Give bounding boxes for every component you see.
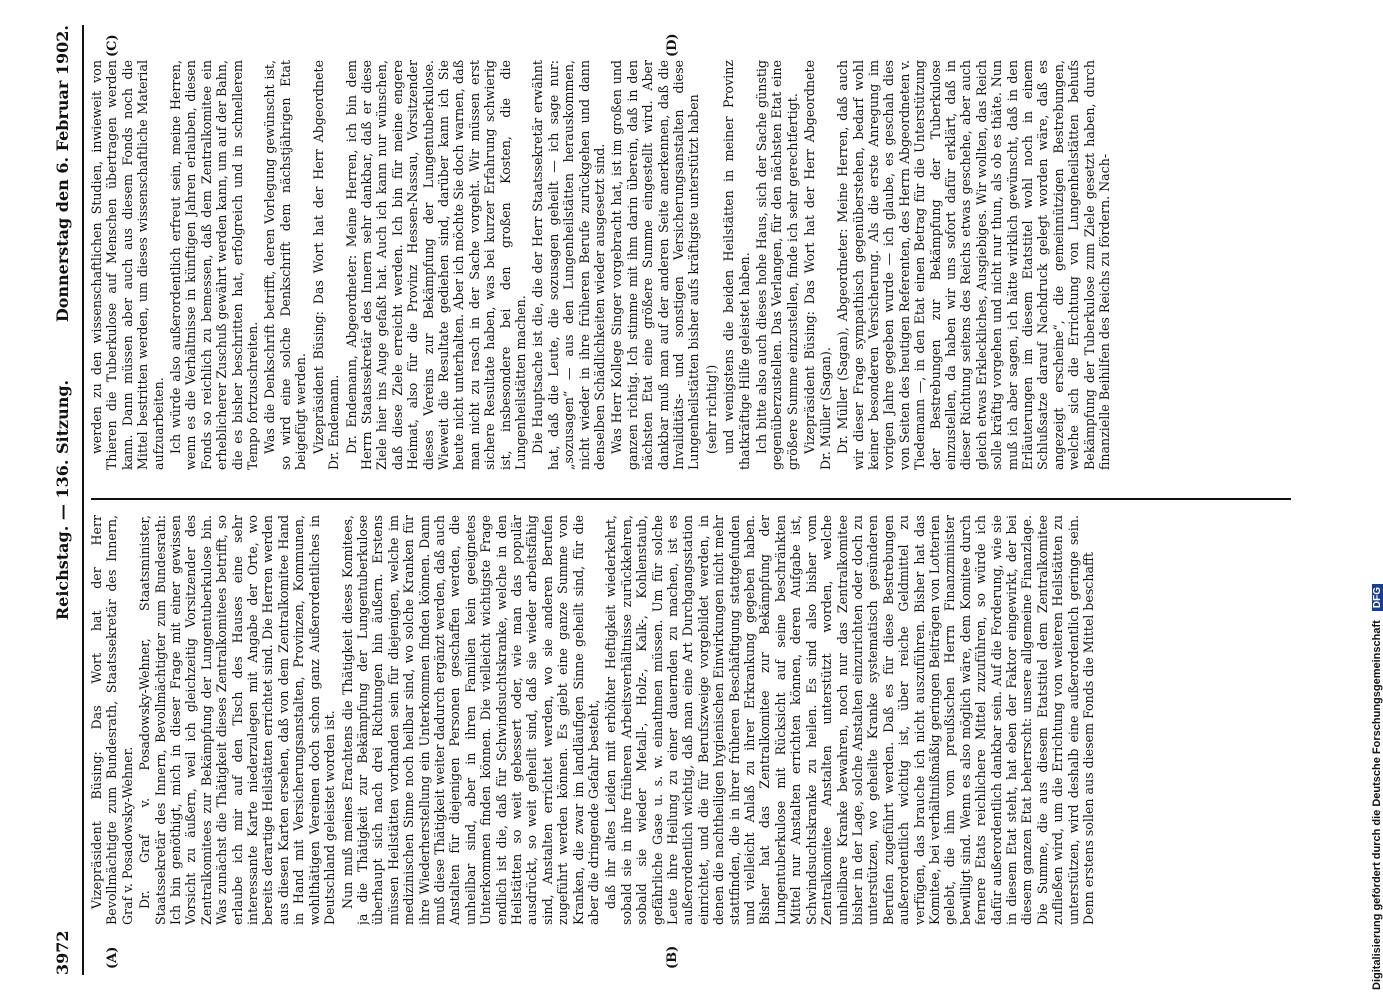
- page-number: 3972: [53, 930, 72, 975]
- paragraph: Ich würde also außerordentlich erfreut sein, meine Herren, wenn es die Verhältnisse in künftigen Jahren erlauben, diesen Fonds so reichlich zu bemessen, daß dem Zentralkomitee ein erheblicherer Zuschuß gewährt werden kann, um auf der Bahn, die es bisher beschritten hat, erfolgreich und in schnellerem Tempo fortzuschreiten.: [168, 60, 261, 470]
- margin-mark-d: (D): [665, 33, 680, 57]
- paragraph: Vizepräsident Büsing: Das Wort hat der Herr Bevollmächtigte zum Bundesrath, Staatssekretär des Innern, Graf v. Posadowsky-Wehner.: [89, 515, 135, 925]
- rotated-page: [45, 25, 1345, 975]
- paragraph: (sehr richtig!): [703, 364, 719, 454]
- header-rule: [82, 25, 84, 975]
- paragraph: Dr. Graf v. Posadowsky-Wehner, Staatsminister, Staatssekretär des Innern, Bevollmächtigter zum Bundesrath: Ich bin genöthigt, mich in dieser Frage mit einer gewissen Vorsicht zu äußern, weil ich gleichzeitig Vorsitzender des Zentralkomitees zur Bekämpfung der Lungentuberkulose bin. Was zunächst die Thätigkeit dieses Zentralkomitees betrifft, so erlaube ich mir auf den Tisch des Hauses eine sehr interessante Karte niederzulegen mit Angabe der Orte, wo bereits derartige Heilstätten errichtet sind. Die Herren werden aus diesen Karten ersehen, daß von dem Zentralkomitee Hand in Hand mit Versicherungsanstalten, Provinzen, Kommunen, wohlthätigen Vereinen doch schon ganz Außerordentliches in Deutschland geleistet worden ist.: [137, 515, 338, 925]
- paragraph: Dr. Endemann, Abgeordneter: Meine Herren, ich bin dem Herrn Staatssekretär des Innern sehr dankbar, daß er diese Ziele hier ins Auge gefaßt hat. Auch ich kann nur wünschen, daß diese Ziele erreicht werden. Ich bin für meine engere Heimat, also für die Provinz Hessen-Nassau, Vorsitzender dieses Vereins zur Bekämpfung der Lungentuberkulose. Wieweit die Resultate gediehen sind, darüber kann ich Sie heute nicht unterhalten. Aber ich möchte Sie doch warnen, daß man nicht zu rasch in der Sache vorgeht. Wir müssen erst sichere Resultate haben, was bei kurzer Erfahrung schwierig ist, insbesondere bei den großen Kosten, die die Lungenheilstätten machen.: [343, 60, 528, 470]
- header-date: Donnerstag den 6. Februar 1902.: [53, 25, 72, 323]
- left-column: [89, 515, 1279, 925]
- column-divider: [91, 499, 1291, 501]
- paragraph: werden zu den wissenschaftlichen Studien, inwieweit von Thieren die Tuberkulose auf Menschen übertragen werden kann. Dann müssen aber auch aus diesem Fonds noch die Mittel bestritten werden, um dieses wissenschaftliche Material aufzuarbeiten.: [89, 60, 166, 470]
- header-title: Reichstag. — 136. Sitzung.: [53, 379, 72, 621]
- paragraph: Vizepräsident Büsing: Das Wort hat der Herr Abgeordnete Dr. Endemann.: [310, 60, 342, 470]
- margin-mark-c: (C): [105, 34, 120, 57]
- margin-mark-b: (B): [665, 945, 680, 969]
- paragraph: Nun muß meines Erachtens die Thätigkeit dieses Komitees, ja die Thätigkeit zur Bekämpfung der Lungentuberkulose überhaupt sich nach drei Richtungen hin äußern. Erstens müssen Heilstätten vorhanden sein für diejenigen, welche im medizinischen Sinne noch heilbar sind, wo solche Kranken für ihre Wiederherstellung ein Unterkommen finden können. Dann muß diese Thätigkeit weiter dadurch ergänzt werden, daß auch Anstalten für diejenigen Personen geschaffen werden, die unheilbar sind, aber in ihren Familien kein geeignetes Unterkommen finden können. Die vielleicht wichtigste Frage endlich ist die, daß für Schwindsuchtskranke, welche in den Heilstätten so weit gebessert oder, wie man das populär ausdrückt, so weit geheilt sind, daß sie wieder arbeitsfähig sind, Anstalten errichtet werden, wo sie anderen Berufen zugeführt werden können. Es giebt eine ganze Summe von Kranken, die zwar im landläufigen Sinne geheilt sind, für die aber die dringende Gefahr besteht,: [339, 515, 601, 925]
- paragraph: Was die Denkschrift betrifft, deren Vorlegung gewünscht ist, so wird eine solche Denkschrift dem nächstjährigen Etat beigefügt werden.: [262, 60, 309, 470]
- dfg-badge: DFG: [1372, 584, 1383, 611]
- paragraph: Die Hauptsache ist die, die der Herr Staatssekretär erwähnt hat, daß die Leute, die sozusagen geheilt — ich sage nur: „sozusagen“ — aus den Lungenheilstätten herauskommen, nicht wieder in ihre früheren Berufe zurückgehen und dann denselben Schädlichkeiten wieder ausgesetzt sind.: [530, 60, 607, 470]
- right-column: [89, 60, 1279, 470]
- paragraph: Vizepräsident Büsing: Das Wort hat der Herr Abgeordnete Dr. Müller (Sagan).: [802, 60, 833, 470]
- paragraph: und wenigstens die beiden Heilstätten in meiner Provinz thatkräftige Hilfe geleistet haben.: [721, 60, 752, 470]
- paragraph: Ich bitte also auch dieses hohe Haus, sich der Sache günstig gegenüberzustellen. Das Verlangen, für den nächsten Etat eine größere Summe einzustellen, finde ich sehr gerechtfertigt.: [754, 60, 800, 470]
- paragraph: daß ihr altes Leiden mit erhöhter Heftigkeit wiederkehrt, sobald sie in ihre früheren Arbeitsverhältnisse zurückkehren, sobald sie wieder Metall-, Holz-, Kalk-, Kohlenstaub, gefährliche Gase u. s. w. einathmen müssen. Um für solche Leute ihre Heilung zu einer dauernden zu machen, ist es außerordentlich wichtig, daß man eine Art Durchgangsstation einrichtet, und die für Berufszweige vorgebildet werden, in denen die nachtheiligen hygienischen Einwirkungen nicht mehr stattfinden, die in ihrer früheren Beschäftigung stattgefunden und vielleicht Anlaß zu ihrer Erkrankung gegeben haben. Bisher hat das Zentralkomitee zur Bekämpfung der Lungentuberkulose mit Rücksicht auf seine beschränkten Mittel nur Anstalten errichten können, deren Aufgabe ist, Schwindsuchtskranke zu heilen. Es sind also bisher vom Zentralkomitee Anstalten unterstützt worden, welche unheilbare Kranke bewahren, noch nur das Zentralkomitee bisher in der Lage, solche Anstalten einzurichten oder doch zu unterstützen, wo geheilte Kranke systematisch gesünderen Berufen zugeführt werden. Daß es für diese Bestrebungen außerordentlich wichtig ist, über reiche Geldmittel zu verfügen, das brauche ich nicht auszuführen. Bisher hat das Komitee, bei verhältnißmäßig geringen Beiträgen von Lotterien gelebt, die ihm vom preußischen Herrn Finanzminister bewilligt sind. Wenn es also möglich wäre, dem Komitee durch fernere Etats reichlichere Mittel zuzuführen, so würde ich dafür außerordentlich dankbar sein. Auf die Forderung, wie sie in diesem Etat steht, hat eben der Faktor eingewirkt, der bei diesem ganzen Etat beherrscht: unsere allgemeine Finanzlage. Die Summe, die aus diesem Etatstitel dem Zentralkomitee zufließen wird, um die Errichtung von weiteren Heilstätten zu unterstützen, wird deshalb eine außerordentlich geringe sein. Denn erstens sollen aus diesem Fonds die Mittel beschafft: [603, 515, 1096, 925]
- digitization-note: [1353, 10, 1383, 990]
- margin-mark-a: (A): [105, 946, 120, 969]
- paragraph: Was Herr Kollege Singer vorgebracht hat, ist im großen und ganzen richtig. Ich stimme mit ihm darin überein, daß in den nächsten Etat eine größere Summe eingestellt wird. Aber dankbar muß man auf der anderen Seite anerkennen, daß die Invaliditäts- und sonstigen Versicherungsanstalten diese Lungenheilstätten bisher aufs kräftigste unterstützt haben: [609, 60, 702, 470]
- paragraph: Dr. Müller (Sagan), Abgeordneter: Meine Herren, daß auch wir dieser Frage sympathisch gegenüberstehen, bedarf wohl keiner besonderen Versicherung. Als die erste Anregung im vorigen Jahre gegeben wurde — ich glaube, es geschah dies von Seiten des heutigen Referenten, des Herrn Abgeordneten v. Tiedemann —, in den Etat einen Betrag für die Unterstützung der Bestrebungen zur Bekämpfung der Tuberkulose einzustellen, da haben wir uns sofort dafür erklärt, daß in dieser Richtung seitens des Reichs etwas geschehe, aber auch gleich etwas Erkleckliches, Ausgiebiges. Wir wollten, das Reich solle kräftig vorgehen und nicht nur thun, als ob es thäte. Nun muß ich aber sagen, ich hätte wirklich gewünscht, daß in den Erläuterungen im diesem Etatstitel wohl noch in einem Schlußsatze darauf Nachdruck gelegt worden wäre, daß es angezeigt erscheine“, die gemeinnützigen Bestrebungen, welche sich die Errichtung von Lungenheilstätten behufs Bekämpfung der Tuberkulose zum Ziele gesetzt haben, durch finanzielle Beihilfen des Reichs zu fördern. Nach-: [835, 60, 1112, 470]
- digitization-text: Digitalisierung gefördert durch die Deutsche Forschungsgemeinschaft: [1371, 620, 1383, 990]
- page-header: [45, 25, 81, 975]
